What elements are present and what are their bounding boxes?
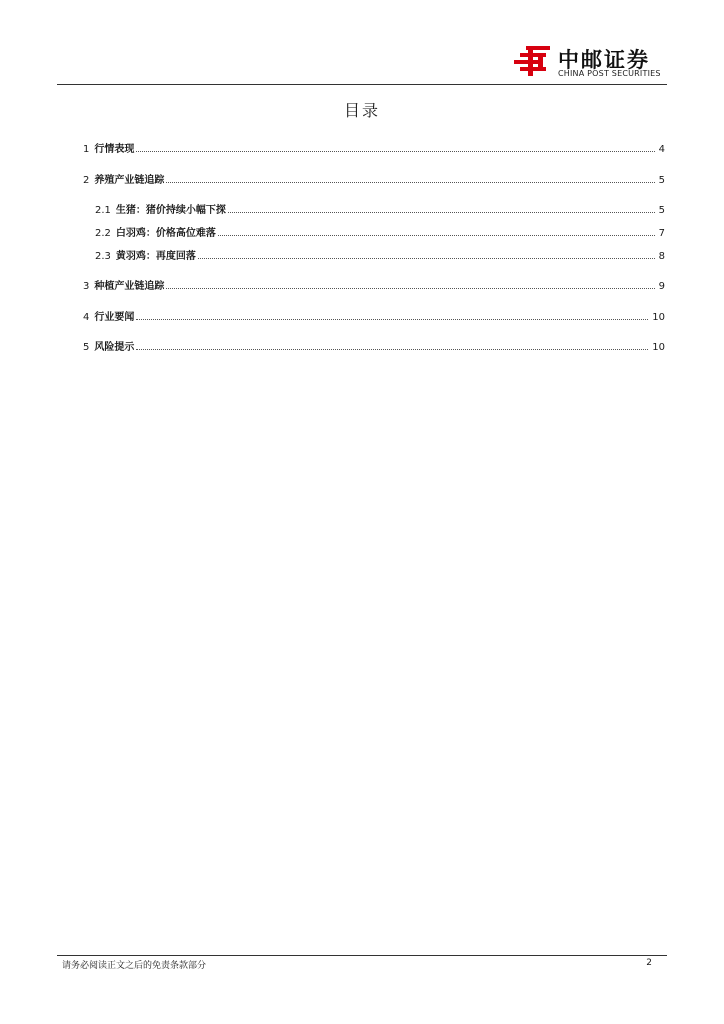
toc-entry-3[interactable] bbox=[83, 277, 665, 293]
brand-name-en: CHINA POST SECURITIES bbox=[558, 69, 661, 78]
toc-entry-number: 2 bbox=[83, 175, 90, 186]
toc-entry-label: 行情表现 bbox=[94, 144, 135, 155]
toc-entry-page: 9 bbox=[658, 281, 665, 292]
toc-leader-dots bbox=[166, 182, 654, 183]
toc-entry-label: 行业要闻 bbox=[94, 312, 135, 323]
toc-leader-dots bbox=[166, 288, 654, 289]
toc-entry-page: 4 bbox=[658, 144, 665, 155]
toc-leader-dots bbox=[228, 212, 655, 213]
toc-entry-number: 1 bbox=[83, 144, 90, 155]
toc-leader-dots bbox=[136, 319, 648, 320]
toc-entry-number: 2.1 bbox=[95, 205, 111, 216]
toc-entry-1[interactable] bbox=[83, 140, 665, 156]
toc-entry-2-3[interactable] bbox=[95, 247, 665, 263]
toc-leader-dots bbox=[136, 151, 654, 152]
toc-entry-page: 10 bbox=[652, 342, 665, 353]
footer-divider bbox=[57, 955, 667, 956]
toc-entry-2-2[interactable] bbox=[95, 224, 665, 240]
toc-entry-label: 养殖产业链追踪 bbox=[94, 175, 165, 186]
toc-leader-dots bbox=[136, 349, 648, 350]
toc-leader-dots bbox=[218, 235, 655, 236]
toc-entry-4[interactable] bbox=[83, 308, 665, 324]
toc-entry-2[interactable] bbox=[83, 171, 665, 187]
china-post-logo-icon bbox=[512, 44, 552, 78]
toc-entry-page: 5 bbox=[658, 205, 665, 216]
toc-entry-number: 2.3 bbox=[95, 251, 111, 262]
toc-entry-page: 7 bbox=[658, 228, 665, 239]
header-divider bbox=[57, 84, 667, 85]
toc-entry-5[interactable] bbox=[83, 338, 665, 354]
toc-entry-page: 5 bbox=[658, 175, 665, 186]
page-number: 2 bbox=[646, 958, 652, 968]
toc-entry-number: 2.2 bbox=[95, 228, 111, 239]
toc-leader-dots bbox=[198, 258, 655, 259]
toc-entry-label: 黄羽鸡：再度回落 bbox=[115, 251, 196, 262]
toc-entry-number: 5 bbox=[83, 342, 90, 353]
toc-entry-number: 3 bbox=[83, 281, 90, 292]
toc-entry-number: 4 bbox=[83, 312, 90, 323]
toc-entry-page: 8 bbox=[658, 251, 665, 262]
footer-disclaimer: 请务必阅读正文之后的免责条款部分 bbox=[62, 961, 207, 971]
toc-entry-2-1[interactable] bbox=[95, 201, 665, 217]
toc-entry-label: 白羽鸡：价格高位难落 bbox=[115, 228, 216, 239]
toc-entry-page: 10 bbox=[652, 312, 665, 323]
brand-name-cn: 中邮证券 bbox=[558, 48, 650, 72]
toc-entry-label: 种植产业链追踪 bbox=[94, 281, 165, 292]
toc-entry-label: 生猪：猪价持续小幅下探 bbox=[115, 205, 226, 216]
toc-title: 目录 bbox=[343, 101, 380, 120]
toc-entry-label: 风险提示 bbox=[94, 342, 135, 353]
brand-logo bbox=[512, 42, 672, 82]
